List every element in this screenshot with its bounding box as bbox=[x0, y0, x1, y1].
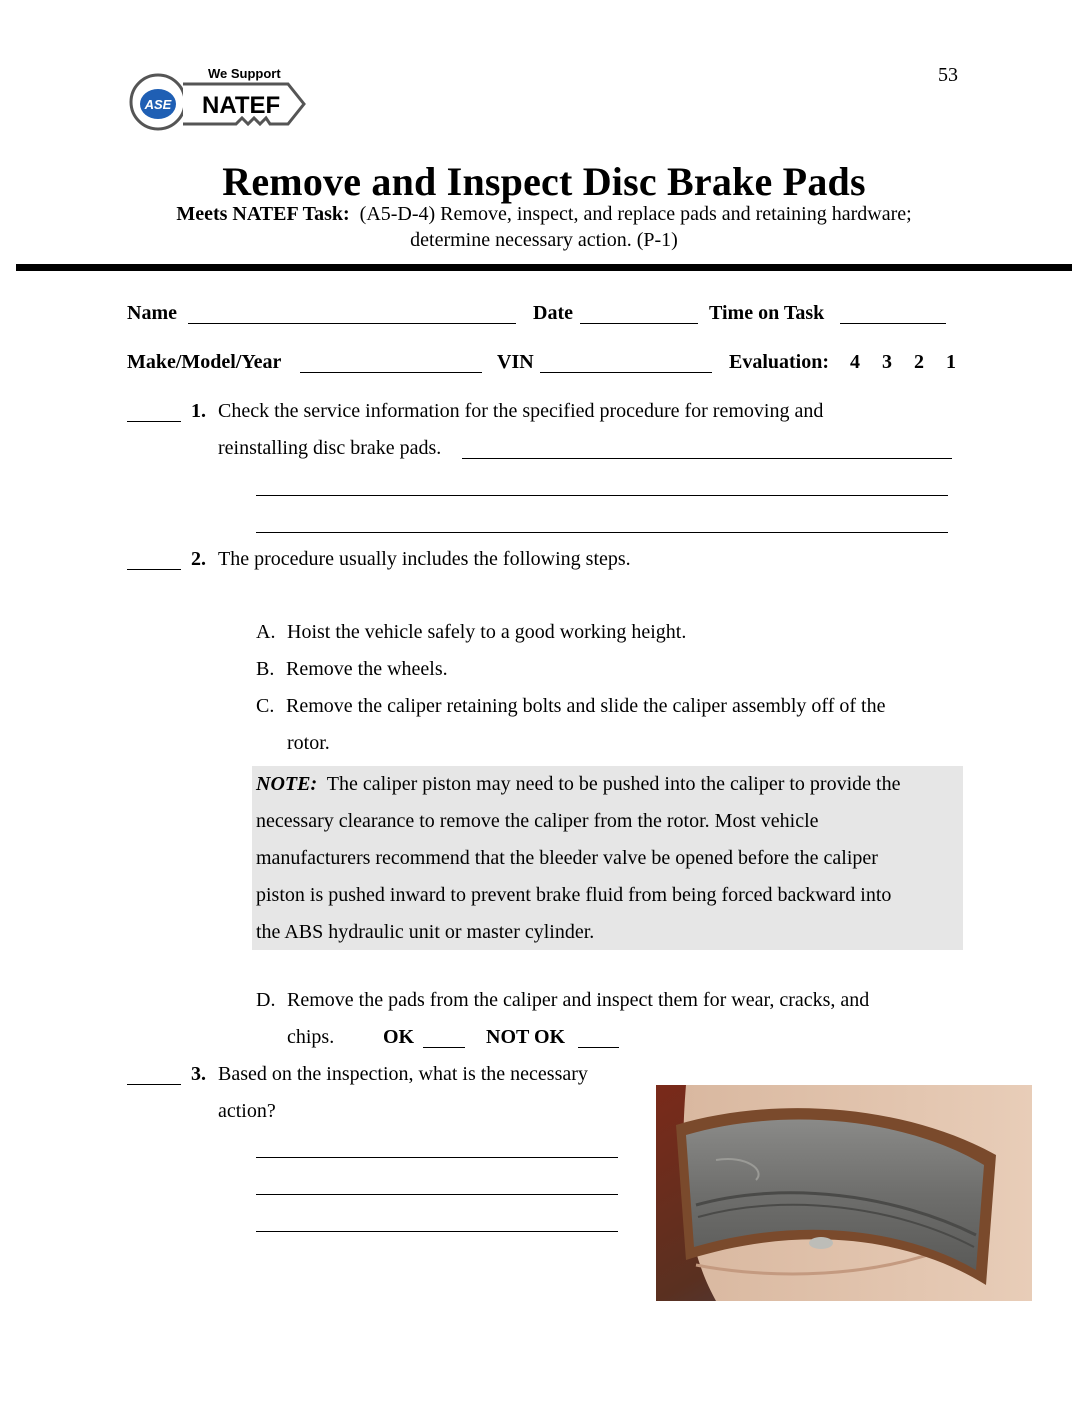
ok-label: OK bbox=[383, 1026, 415, 1048]
natef-task-line-2: determine necessary action. (P-1) bbox=[410, 229, 678, 251]
brake-pad-image-icon bbox=[656, 1085, 1032, 1301]
note-line-3: manufacturers recommend that the bleeder valve be opened before the caliper bbox=[256, 847, 878, 869]
natef-key-icon bbox=[128, 62, 308, 146]
step-3-checkbox-line[interactable] bbox=[127, 1084, 181, 1085]
logo-top-text: We Support bbox=[208, 66, 281, 81]
note-line-1: The caliper piston may need to be pushed into the caliper to provide the bbox=[326, 773, 901, 795]
time-on-task-label: Time on Task bbox=[709, 302, 825, 324]
evaluation-score-4[interactable]: 4 bbox=[850, 351, 860, 373]
time-on-task-field[interactable] bbox=[840, 323, 946, 324]
name-field[interactable] bbox=[188, 323, 516, 324]
natef-task-label: Meets NATEF Task: bbox=[176, 203, 350, 225]
evaluation-score-3[interactable]: 3 bbox=[882, 351, 892, 373]
substep-a-label: A. bbox=[256, 621, 276, 643]
substep-d-label: D. bbox=[256, 989, 276, 1011]
step-3-text-line-2: action? bbox=[218, 1100, 276, 1122]
substep-b-label: B. bbox=[256, 658, 275, 680]
ok-field[interactable] bbox=[423, 1047, 465, 1048]
page-number: 53 bbox=[938, 64, 958, 86]
header-divider bbox=[16, 264, 1072, 271]
note-label: NOTE: bbox=[256, 773, 318, 795]
step-1-answer-line-1[interactable] bbox=[462, 458, 952, 459]
vin-label: VIN bbox=[497, 351, 534, 373]
natef-task-line-1 bbox=[0, 203, 1088, 226]
step-2-text: The procedure usually includes the following steps. bbox=[218, 548, 631, 570]
make-model-year-field[interactable] bbox=[300, 372, 482, 373]
substep-c-text-line-1: Remove the caliper retaining bolts and slide the caliper assembly off of the bbox=[286, 695, 886, 717]
logo-badge-text: ASE bbox=[144, 97, 172, 112]
step-1-text-line-2: reinstalling disc brake pads. bbox=[218, 437, 442, 459]
note-line-2: necessary clearance to remove the caliper from the rotor. Most vehicle bbox=[256, 810, 819, 832]
step-1-answer-line-2[interactable] bbox=[256, 495, 948, 496]
substep-c-text-line-2: rotor. bbox=[287, 732, 330, 754]
step-1-answer-line-3[interactable] bbox=[256, 532, 948, 533]
natef-task-text-1: (A5-D-4) Remove, inspect, and replace pads and retaining hardware; bbox=[359, 203, 912, 225]
not-ok-field[interactable] bbox=[578, 1047, 619, 1048]
evaluation-score-2[interactable]: 2 bbox=[914, 351, 924, 373]
page-title: Remove and Inspect Disc Brake Pads bbox=[222, 159, 866, 204]
substep-b-text: Remove the wheels. bbox=[286, 658, 448, 680]
worn-brake-pad-photo bbox=[656, 1085, 1032, 1301]
substep-c-label: C. bbox=[256, 695, 275, 717]
evaluation-score-1[interactable]: 1 bbox=[946, 351, 956, 373]
note-text bbox=[252, 766, 963, 951]
step-3-number: 3. bbox=[191, 1063, 206, 1085]
step-3-answer-line-1[interactable] bbox=[256, 1157, 618, 1158]
not-ok-label: NOT OK bbox=[486, 1026, 566, 1048]
substep-a-text: Hoist the vehicle safely to a good working height. bbox=[287, 621, 687, 643]
step-2-number: 2. bbox=[191, 548, 206, 570]
step-1-number: 1. bbox=[191, 400, 206, 422]
step-3-answer-line-3[interactable] bbox=[256, 1231, 618, 1232]
substep-d-text-line-1: Remove the pads from the caliper and inspect them for wear, cracks, and bbox=[287, 989, 870, 1011]
date-field[interactable] bbox=[580, 323, 698, 324]
step-3-answer-line-2[interactable] bbox=[256, 1194, 618, 1195]
name-label: Name bbox=[127, 302, 177, 324]
step-1-checkbox-line[interactable] bbox=[127, 421, 181, 422]
date-label: Date bbox=[533, 302, 573, 324]
logo-main-text: NATEF bbox=[202, 92, 281, 119]
make-model-year-label: Make/Model/Year bbox=[127, 351, 282, 373]
step-1-text-line-1: Check the service information for the specified procedure for removing and bbox=[218, 400, 824, 422]
note-line-4: piston is pushed inward to prevent brake fluid from being forced backward into bbox=[256, 884, 892, 906]
evaluation-label: Evaluation: bbox=[729, 351, 830, 373]
step-2-checkbox-line[interactable] bbox=[127, 569, 181, 570]
substep-d-text-line-2: chips. bbox=[287, 1026, 335, 1048]
natef-logo bbox=[128, 62, 308, 146]
note-line-5: the ABS hydraulic unit or master cylinder. bbox=[256, 921, 595, 943]
vin-field[interactable] bbox=[540, 372, 712, 373]
note-box bbox=[252, 766, 963, 950]
step-3-text-line-1: Based on the inspection, what is the necessary bbox=[218, 1063, 588, 1085]
